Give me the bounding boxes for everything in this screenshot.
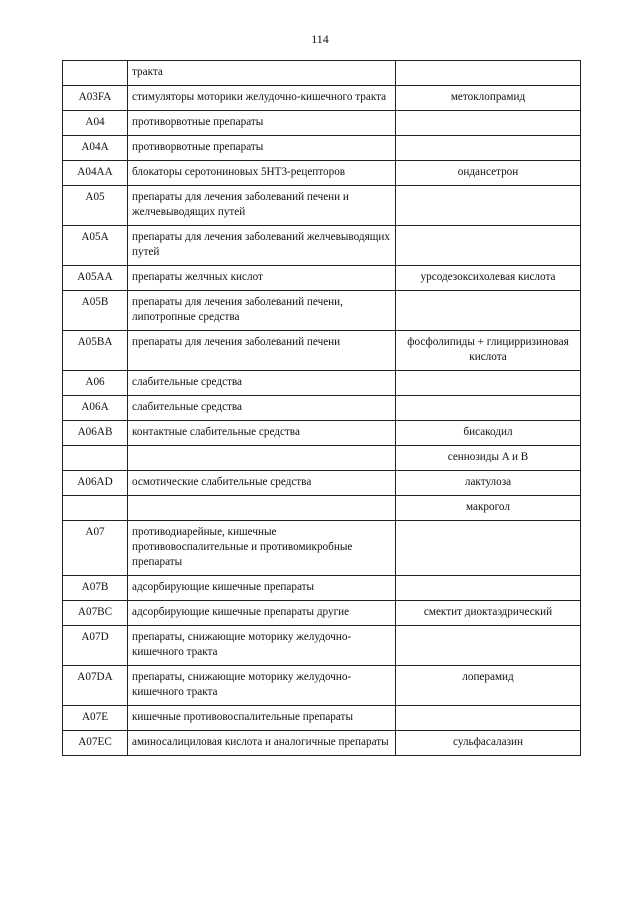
atc-code-cell: A04 [63, 111, 128, 136]
drug-name-cell [396, 626, 581, 666]
group-name-cell: слабительные средства [128, 396, 396, 421]
group-name-cell: противорвотные препараты [128, 136, 396, 161]
table-row [63, 396, 581, 421]
atc-code-cell: A07EC [63, 731, 128, 756]
drug-name-cell [396, 226, 581, 266]
atc-code-cell: A07B [63, 576, 128, 601]
group-name-cell: препараты, снижающие моторику желудочно-кишечного тракта [128, 666, 396, 706]
group-name-cell: контактные слабительные средства [128, 421, 396, 446]
table-row [63, 86, 581, 111]
drug-name-cell [396, 576, 581, 601]
group-name-cell [128, 446, 396, 471]
atc-code-cell [63, 446, 128, 471]
group-name-cell: препараты для лечения заболеваний печени [128, 331, 396, 371]
table-row [63, 226, 581, 266]
drug-name-cell: макрогол [396, 496, 581, 521]
atc-code-cell: A07E [63, 706, 128, 731]
drug-name-cell: сульфасалазин [396, 731, 581, 756]
group-name-cell: стимуляторы моторики желудочно-кишечного тракта [128, 86, 396, 111]
table-row [63, 471, 581, 496]
group-name-cell: противорвотные препараты [128, 111, 396, 136]
group-name-cell: тракта [128, 61, 396, 86]
drug-name-cell [396, 371, 581, 396]
group-name-cell: противодиарейные, кишечные противовоспалительные и противомикробные препараты [128, 521, 396, 576]
drug-name-cell [396, 521, 581, 576]
table-row [63, 601, 581, 626]
drug-name-cell [396, 291, 581, 331]
group-name-cell: препараты для лечения заболеваний печени, липотропные средства [128, 291, 396, 331]
page-number: 114 [311, 32, 329, 46]
drug-name-cell [396, 396, 581, 421]
group-name-cell: препараты, снижающие моторику желудочно-кишечного тракта [128, 626, 396, 666]
drug-name-cell: урсодезоксихолевая кислота [396, 266, 581, 291]
drug-name-cell: метоклопрамид [396, 86, 581, 111]
atc-code-cell: A05 [63, 186, 128, 226]
atc-drug-table [62, 60, 581, 756]
group-name-cell: аминосалициловая кислота и аналогичные препараты [128, 731, 396, 756]
atc-code-cell: A05AA [63, 266, 128, 291]
group-name-cell: препараты для лечения заболеваний желчевыводящих путей [128, 226, 396, 266]
table-row [63, 186, 581, 226]
table-row [63, 496, 581, 521]
table-row [63, 446, 581, 471]
drug-name-cell: ондансетрон [396, 161, 581, 186]
atc-code-cell: A06AB [63, 421, 128, 446]
table-row [63, 421, 581, 446]
drug-name-cell [396, 136, 581, 161]
table-row [63, 291, 581, 331]
table-row [63, 666, 581, 706]
table-row [63, 136, 581, 161]
group-name-cell: кишечные противовоспалительные препараты [128, 706, 396, 731]
table-row [63, 521, 581, 576]
drug-name-cell [396, 706, 581, 731]
table-row [63, 626, 581, 666]
drug-name-cell: бисакодил [396, 421, 581, 446]
table-row [63, 111, 581, 136]
atc-code-cell: A07DA [63, 666, 128, 706]
atc-code-cell [63, 61, 128, 86]
drug-name-cell [396, 61, 581, 86]
drug-name-cell: фосфолипиды + глицирризиновая кислота [396, 331, 581, 371]
group-name-cell: препараты для лечения заболеваний печени и желчевыводящих путей [128, 186, 396, 226]
atc-code-cell: A05B [63, 291, 128, 331]
table-row [63, 706, 581, 731]
table-row [63, 731, 581, 756]
group-name-cell: адсорбирующие кишечные препараты [128, 576, 396, 601]
table-row [63, 331, 581, 371]
atc-code-cell: A07BC [63, 601, 128, 626]
atc-code-cell: A04A [63, 136, 128, 161]
atc-code-cell: A07 [63, 521, 128, 576]
atc-code-cell: A06 [63, 371, 128, 396]
group-name-cell: осмотические слабительные средства [128, 471, 396, 496]
atc-code-cell: A06A [63, 396, 128, 421]
group-name-cell: препараты желчных кислот [128, 266, 396, 291]
table-row [63, 161, 581, 186]
group-name-cell: блокаторы серотониновых 5HT3-рецепторов [128, 161, 396, 186]
table-row [63, 371, 581, 396]
drug-name-cell [396, 186, 581, 226]
drug-name-cell: смектит диоктаэдрический [396, 601, 581, 626]
drug-name-cell: сеннозиды A и B [396, 446, 581, 471]
atc-code-cell: A06AD [63, 471, 128, 496]
table-row [63, 576, 581, 601]
table-body [63, 61, 581, 756]
atc-code-cell: A05A [63, 226, 128, 266]
group-name-cell: слабительные средства [128, 371, 396, 396]
drug-name-cell: лоперамид [396, 666, 581, 706]
table-row [63, 266, 581, 291]
atc-code-cell: A07D [63, 626, 128, 666]
atc-code-cell [63, 496, 128, 521]
atc-code-cell: A05BA [63, 331, 128, 371]
table-row [63, 61, 581, 86]
drug-name-cell [396, 111, 581, 136]
drug-name-cell: лактулоза [396, 471, 581, 496]
atc-code-cell: A04AA [63, 161, 128, 186]
group-name-cell: адсорбирующие кишечные препараты другие [128, 601, 396, 626]
group-name-cell [128, 496, 396, 521]
atc-code-cell: A03FA [63, 86, 128, 111]
